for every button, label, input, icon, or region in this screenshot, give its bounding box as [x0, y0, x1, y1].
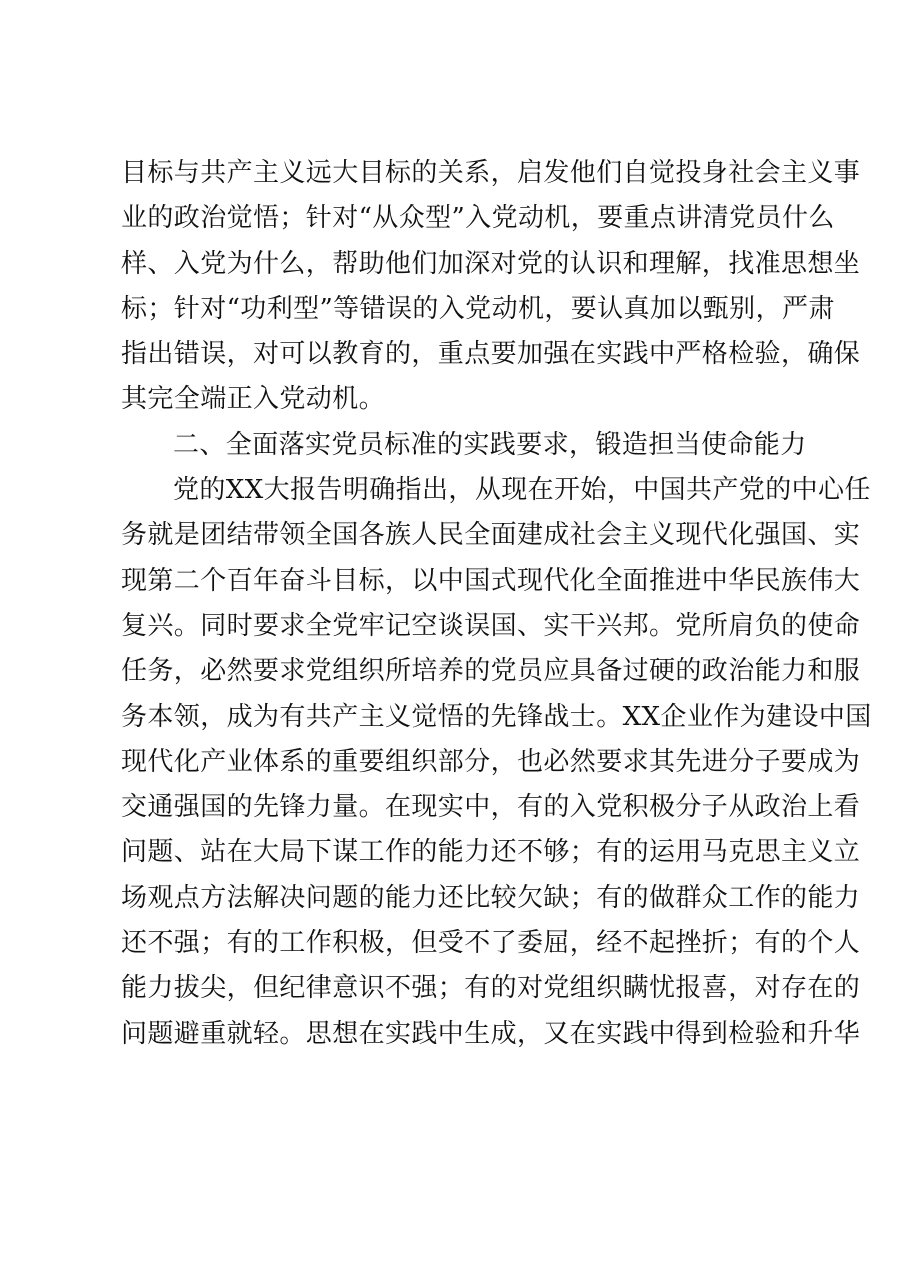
text-line: 务就是团结带领全国各族人民全面建成社会主义现代化强国、实 [121, 520, 861, 551]
text-line: 目标与共产主义远大目标的关系，启发他们自觉投身社会主义事 [121, 158, 861, 188]
text-line: 现第二个百年奋斗目标，以中国式现代化全面推进中华民族伟大 [121, 565, 861, 596]
text-line: 问题、站在大局下谋工作的能力还不够；有的运用马克思主义立 [121, 837, 861, 868]
text-line: 现代化产业体系的重要组织部分，也必然要求其先进分子要成为 [121, 746, 861, 777]
text-line: 其完全端正入党动机。 [121, 384, 386, 415]
text-line: 任务，必然要求党组织所培养的党员应具备过硬的政治能力和服 [121, 656, 861, 687]
text-line: 样、入党为什么，帮助他们加深对党的认识和理解，找准思想坐 [121, 248, 861, 279]
text-line: 交通强国的先锋力量。在现实中，有的入党积极分子从政治上看 [121, 792, 861, 823]
section-heading: 二、全面落实党员标准的实践要求，锻造担当使命能力 [173, 429, 807, 460]
text-line: 标；针对“功利型”等错误的入党动机，要认真加以甄别，严肃 [121, 293, 835, 324]
text-line: 党的XX大报告明确指出，从现在开始，中国共产党的中心任 [173, 475, 871, 506]
text-line: 指出错误，对可以教育的，重点要加强在实践中严格检验，确保 [121, 339, 861, 370]
text-line: 问题避重就轻。思想在实践中生成，又在实践中得到检验和升华 [121, 1018, 861, 1049]
text-line: 还不强；有的工作积极，但受不了委屈，经不起挫折；有的个人 [121, 928, 861, 959]
text-line: 业的政治觉悟；针对“从众型”入党动机，要重点讲清党员什么 [121, 203, 835, 234]
text-line: 复兴。同时要求全党牢记空谈误国、实干兴邦。党所肩负的使命 [121, 610, 861, 641]
text-line: 能力拔尖，但纪律意识不强；有的对党组织瞒忧报喜，对存在的 [121, 973, 861, 1004]
text-line: 场观点方法解决问题的能力还比较欠缺；有的做群众工作的能力 [121, 882, 861, 913]
body-text [121, 151, 872, 1057]
text-line: 务本领，成为有共产主义觉悟的先锋战士。XX企业作为建设中国 [121, 701, 872, 732]
